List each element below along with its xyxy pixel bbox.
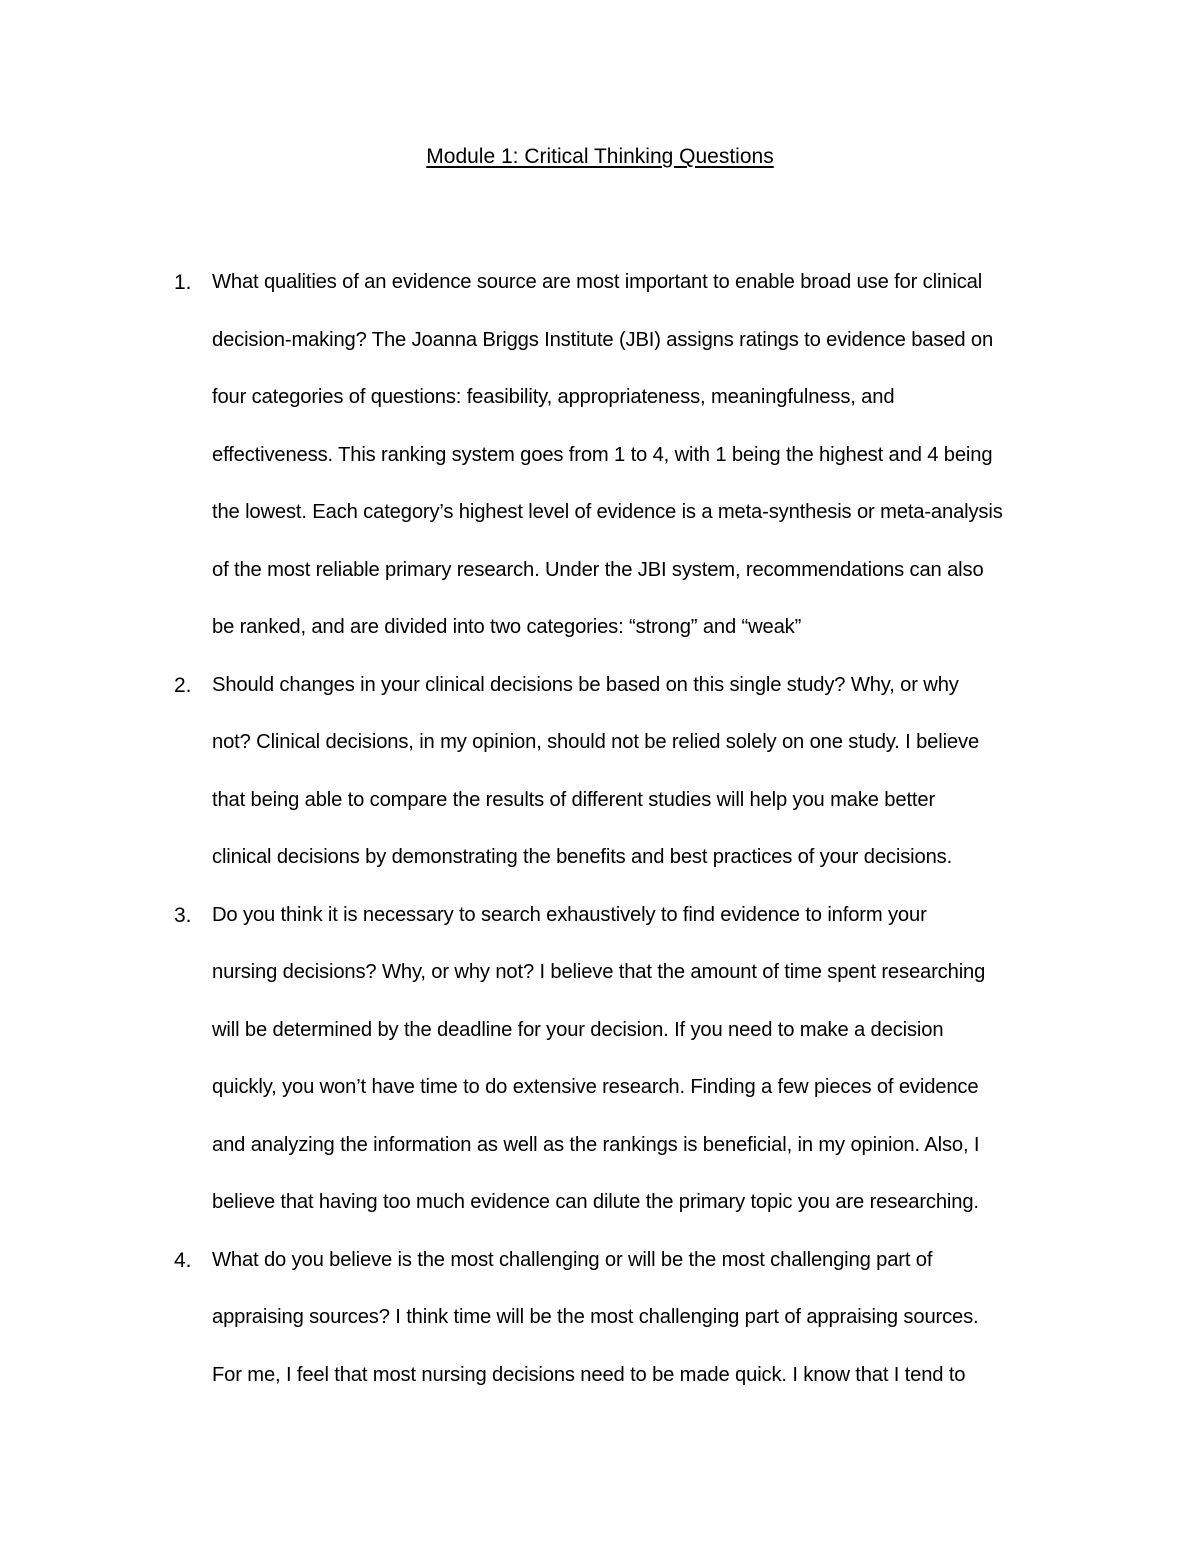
question-item-1 (174, 254, 1074, 657)
text-line: not? Clinical decisions, in my opinion, should not be relied solely on one study. I believe (212, 731, 980, 753)
text-line: Should changes in your clinical decisions be based on this single study? Why, or why (212, 673, 959, 696)
question-text (212, 254, 1074, 657)
question-text (212, 657, 1074, 887)
text-line: of the most reliable primary research. Under the JBI system, recommendations can also (212, 558, 984, 581)
question-item-3 (174, 887, 1074, 1232)
text-line: will be determined by the deadline for your decision. If you need to make a decision (212, 1018, 944, 1041)
text-line: effectiveness. This ranking system goes from 1 to 4, with 1 being the highest and 4 being (212, 443, 993, 466)
text-line: the lowest. Each category’s highest level of evidence is a meta-synthesis or meta-analysis (212, 501, 1003, 523)
question-text (212, 1232, 1074, 1405)
question-number: 1. (174, 271, 192, 294)
text-line: Do you think it is necessary to search exhaustively to find evidence to inform your (212, 903, 927, 926)
text-line: decision-making? The Joanna Briggs Institute (JBI) assigns ratings to evidence based on (212, 328, 994, 351)
question-text (212, 887, 1074, 1232)
text-line: For me, I feel that most nursing decisions need to be made quick. I know that I tend to (212, 1363, 966, 1386)
text-line: four categories of questions: feasibility, appropriateness, meaningfulness, and (212, 386, 895, 408)
text-line: clinical decisions by demonstrating the benefits and best practices of your decisions. (212, 846, 953, 868)
text-line: appraising sources? I think time will be the most challenging part of appraising sources. (212, 1306, 979, 1328)
question-number: 4. (174, 1248, 192, 1272)
text-line: nursing decisions? Why, or why not? I believe that the amount of time spent researching (212, 961, 986, 983)
question-item-2 (174, 657, 1074, 887)
text-line: be ranked, and are divided into two categories: “strong” and “weak” (212, 616, 802, 638)
question-number: 3. (174, 903, 192, 927)
text-line: quickly, you won’t have time to do extensive research. Finding a few pieces of evidence (212, 1076, 979, 1098)
text-line: that being able to compare the results of different studies will help you make better (212, 788, 936, 811)
text-line: and analyzing the information as well as the rankings is beneficial, in my opinion. Also, I (212, 1133, 980, 1156)
question-item-4 (174, 1232, 1074, 1405)
text-line: believe that having too much evidence can dilute the primary topic you are researching. (212, 1191, 979, 1213)
question-list (174, 254, 1074, 1404)
question-number: 2. (174, 673, 192, 697)
text-line: What do you believe is the most challenging or will be the most challenging part of (212, 1248, 933, 1271)
document-title: Module 1: Critical Thinking Questions (426, 145, 774, 168)
text-line: What qualities of an evidence source are most important to enable broad use for clinical (212, 271, 983, 293)
